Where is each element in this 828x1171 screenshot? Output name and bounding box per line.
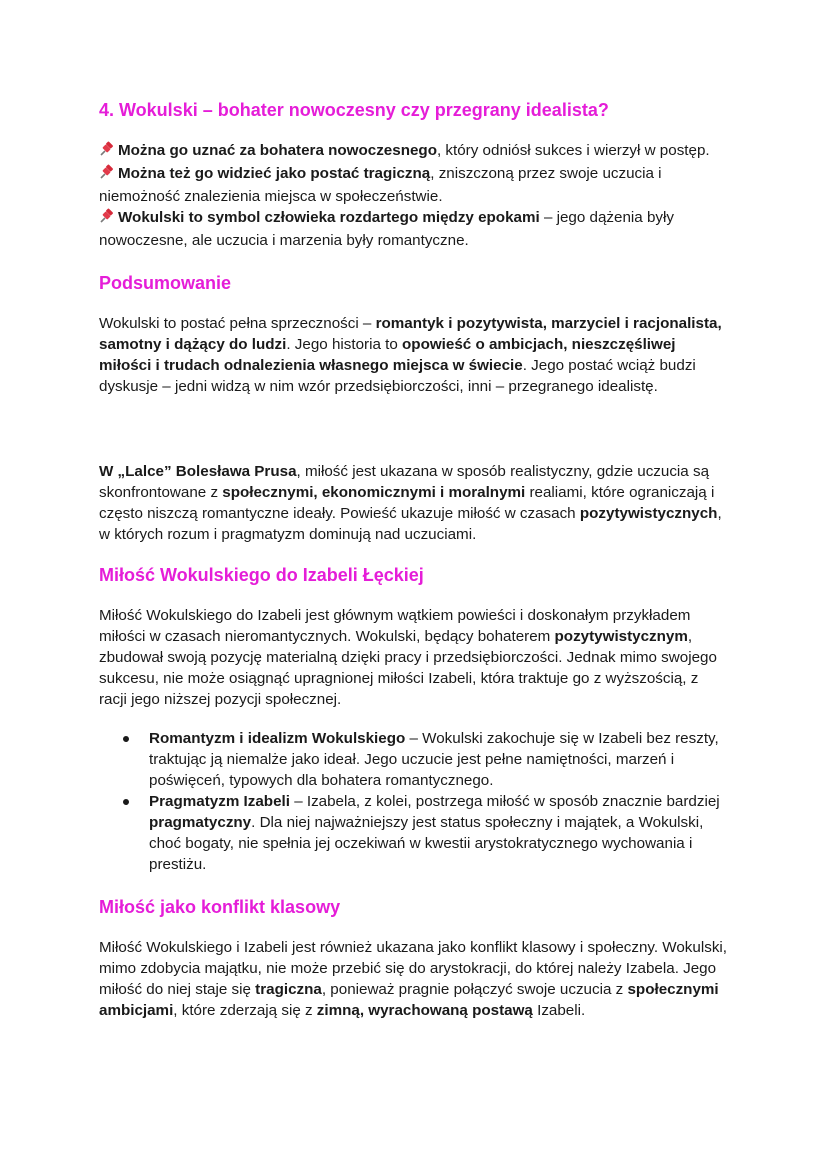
section-heading-summary: Podsumowanie	[99, 273, 232, 293]
bullet-icon	[123, 799, 129, 805]
document-content	[99, 98, 727, 1021]
conflict-paragraph: Miłość Wokulskiego i Izabeli jest również ukazana jako konflikt klasowy i społeczny. Wokulski, mimo zdobycia majątku, nie może przebić się do arystokracji, do której należy Izabela. Jego miłość do niej staje się tragiczna, ponieważ pragnie połączyć swoje uczucia z społecznymi ambicjami, które zderzają się z zimną, wyrachowaną postawą Izabeli.	[99, 939, 728, 1019]
section-heading-wokulski-love: Miłość Wokulskiego do Izabeli Łęckiej	[99, 565, 424, 585]
list-item: Pragmatyzm Izabeli – Izabela, z kolei, postrzega miłość w sposób znacznie bardziej pragmatyczny. Dla niej najważniejszy jest status społeczny i majątek, a Wokulski, choć bogaty, nie spełnia jej oczekiwań w kwestii arystokratycznego wychowania i prestiżu.	[99, 791, 727, 875]
bullet-icon	[123, 736, 129, 742]
point-symbol-between-epochs: Wokulski to symbol człowieka rozdartego między epokami – jego dążenia były nowoczesne, ale uczucia i marzenia były romantyczne.	[99, 209, 674, 249]
point-modern-hero: Można go uznać za bohatera nowoczesnego, który odniósł sukces i wierzył w postęp.	[99, 140, 727, 163]
section-heading-class-conflict: Miłość jako konflikt klasowy	[99, 897, 341, 917]
pushpin-icon	[99, 141, 118, 163]
pushpin-icon	[99, 208, 118, 230]
section-heading-wokulski-modern: 4. Wokulski – bohater nowoczesny czy przegrany idealista?	[99, 100, 609, 120]
pushpin-icon	[99, 164, 118, 186]
intro-paragraph: W „Lalce” Bolesława Prusa, miłość jest ukazana w sposób realistyczny, gdzie uczucia są skonfrontowane z społecznymi, ekonomicznymi i moralnymi realiami, które ograniczają i często niszczą romantyczne ideały. Powieść ukazuje miłość w czasach pozytywistycznych, w których rozum i pragmatyzm dominują nad uczuciami.	[99, 463, 722, 543]
summary-paragraph: Wokulski to postać pełna sprzeczności – romantyk i pozytywista, marzyciel i racjonalista, samotny i dążący do ludzi. Jego historia to opowieść o ambicjach, nieszczęśliwej miłości i trudach odnalezienia własnego miejsca w świecie. Jego postać wciąż budzi dyskusje – jedni widzą w nim wzór przedsiębiorczości, inni – przegranego idealistę.	[99, 315, 722, 395]
love-paragraph: Miłość Wokulskiego do Izabeli jest głównym wątkiem powieści i doskonałym przykładem miłości w czasach nieromantycznych. Wokulski, będący bohaterem pozytywistycznym, zbudował swoją pozycję materialną dzięki pracy i przedsiębiorczości. Jednak mimo swojego sukcesu, nie może osiągnąć upragnionej miłości Izabeli, która traktuje go z wyższością, z racji jego niższej pozycji społecznej.	[99, 607, 717, 708]
love-bullet-list	[99, 728, 727, 875]
point-tragic-figure: Można też go widzieć jako postać tragiczną, zniszczoną przez swoje uczucia i niemożność znalezienia miejsca w społeczeństwie.	[99, 165, 662, 205]
list-item: Romantyzm i idealizm Wokulskiego – Wokulski zakochuje się w Izabeli bez reszty, traktując ją niemalże jako ideał. Jego uczucie jest pełne namiętności, marzeń i poświęceń, typowych dla bohatera romantycznego.	[99, 728, 727, 791]
